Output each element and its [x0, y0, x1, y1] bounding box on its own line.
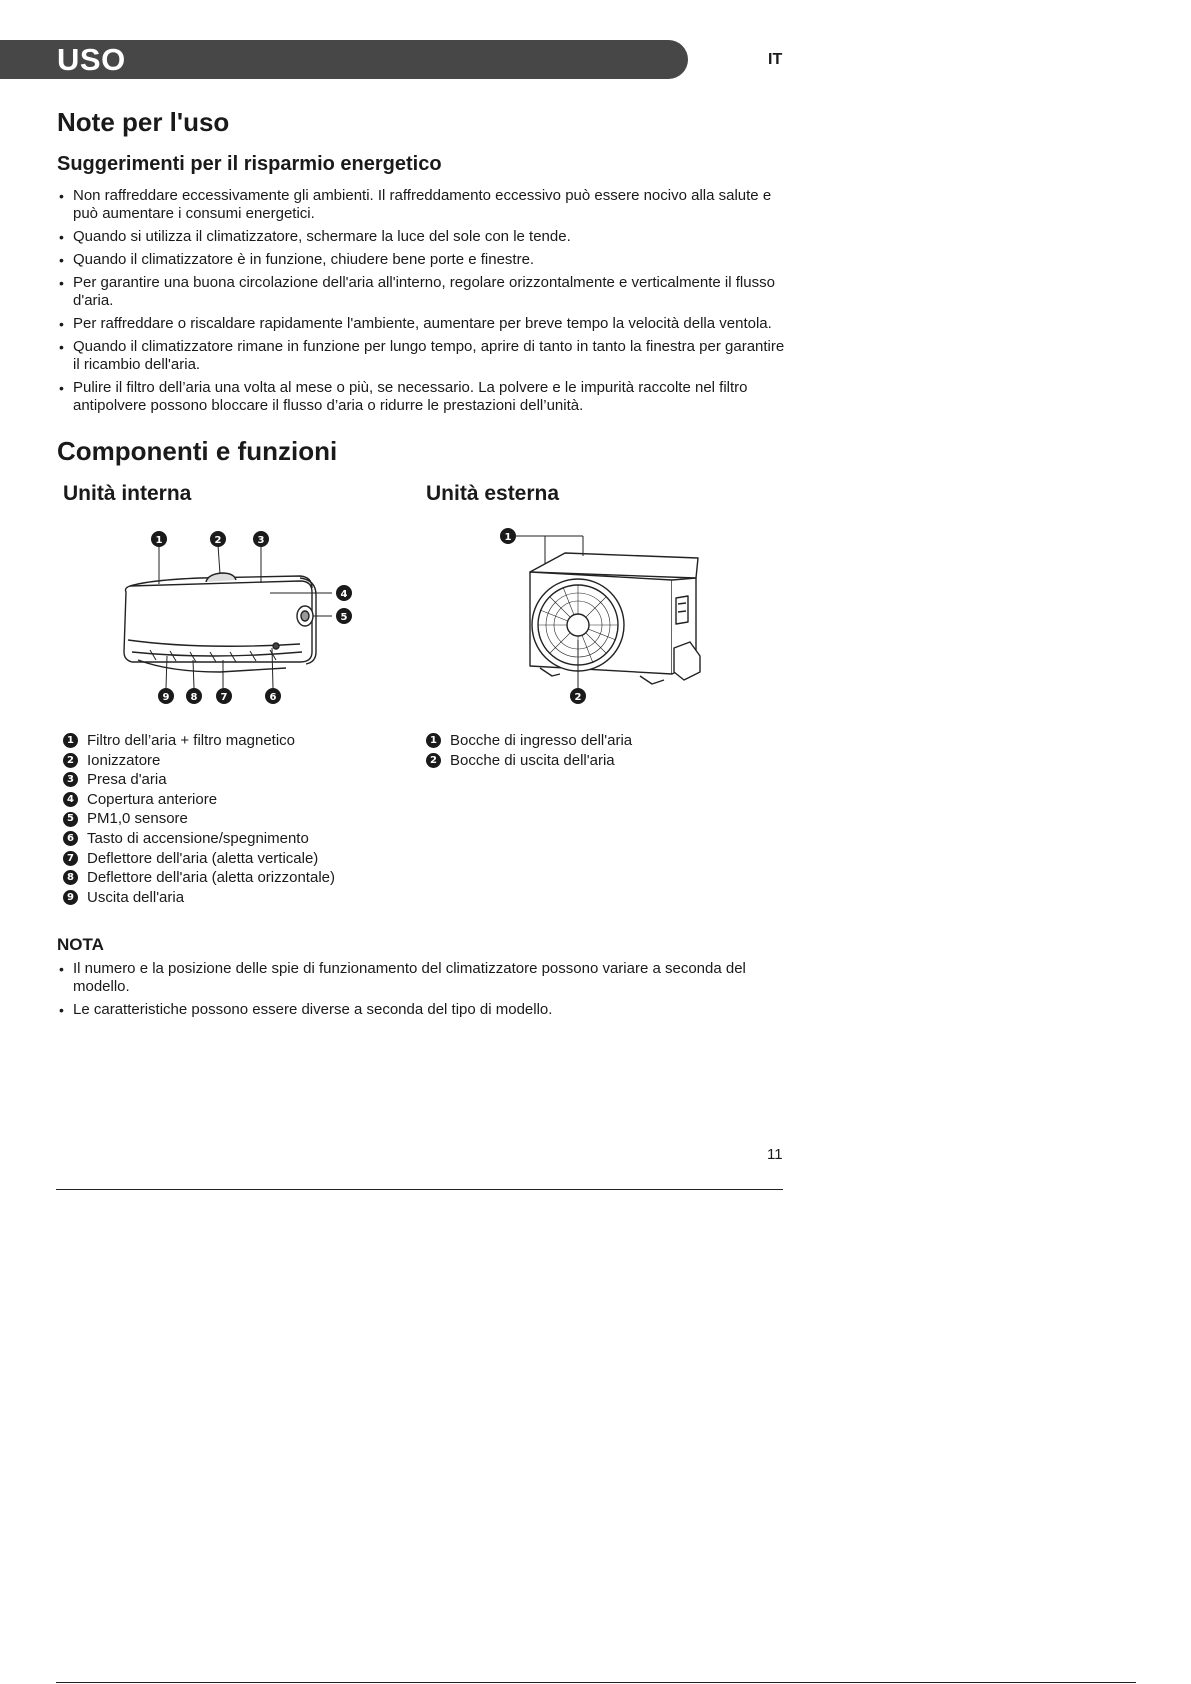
legend-number: 4: [63, 792, 78, 807]
list-item: • Quando il climatizzatore rimane in funzione per lungo tempo, aprire di tanto in tanto la finestra per garantire il ricambio dell'aria.: [57, 338, 787, 374]
legend-item: [426, 751, 632, 771]
callout-number: 2: [574, 692, 582, 703]
legend-number: 7: [63, 851, 78, 866]
legend-label: Deflettore dell'aria (aletta orizzontale): [87, 869, 335, 887]
outdoor-unit-title: Unità esterna: [426, 482, 560, 505]
legend-item: [63, 849, 335, 869]
page-number: 11: [767, 1146, 783, 1163]
list-item: • Per raffreddare o riscaldare rapidamente l'ambiente, aumentare per breve tempo la velocità della ventola.: [57, 315, 787, 333]
section-title: USO: [57, 42, 126, 77]
outdoor-unit-illustration: [530, 553, 700, 684]
legend-label: Filtro dell’aria + filtro magnetico: [87, 732, 296, 749]
indoor-callout-8: [186, 688, 202, 704]
legend-number: 5: [63, 812, 78, 827]
legend-label: Bocche di uscita dell'aria: [450, 751, 615, 769]
legend-number: 9: [63, 890, 78, 905]
indoor-callout-6: [265, 688, 281, 704]
list-item: • Non raffreddare eccessivamente gli ambienti. Il raffreddamento eccessivo può essere nocivo alla salute e può aumentare i consumi energetici.: [57, 187, 787, 223]
language-code: IT: [768, 51, 783, 68]
legend-item: [63, 790, 335, 810]
legend-item: [63, 809, 335, 829]
indoor-callout-5: [336, 608, 352, 624]
legend-item: [63, 731, 335, 751]
legend-number: 8: [63, 870, 78, 885]
energy-tips-title: Suggerimenti per il risparmio energetico: [57, 153, 442, 175]
legend-item: [426, 731, 632, 751]
legend-label: Copertura anteriore: [87, 790, 218, 808]
legend-number: 1: [63, 733, 78, 748]
legend-item: [63, 751, 335, 771]
callout-number: 9: [162, 692, 170, 703]
callout-number: 4: [340, 589, 348, 600]
legend-label: Presa d'aria: [87, 771, 167, 789]
indoor-callout-3: [253, 531, 269, 547]
outdoor-callout-1: [500, 528, 516, 544]
legend-label: Deflettore dell'aria (aletta verticale): [87, 849, 319, 867]
indoor-unit-title: Unità interna: [63, 482, 192, 505]
callout-number: 5: [340, 612, 348, 623]
bottom-divider: [56, 1682, 1136, 1683]
callout-number: 6: [269, 692, 277, 703]
list-item: • Le caratteristiche possono essere diverse a seconda del tipo di modello.: [57, 1001, 787, 1019]
legend-label: Tasto di accensione/spegnimento: [87, 829, 309, 847]
units-diagram: [0, 0, 1191, 720]
list-item: • Il numero e la posizione delle spie di funzionamento del climatizzatore possono variare a seconda del modello.: [57, 960, 787, 996]
legend-number: 1: [426, 733, 441, 748]
legend-label: Ionizzatore: [87, 751, 161, 769]
indoor-unit-illustration: [124, 573, 316, 672]
indoor-callout-2: [210, 531, 226, 547]
components-title: Componenti e funzioni: [57, 436, 338, 466]
legend-label: Uscita dell'aria: [87, 888, 185, 906]
list-item: • Per garantire una buona circolazione dell'aria all'interno, regolare orizzontalmente e verticalmente il flusso d'aria.: [57, 274, 787, 310]
legend-item: [63, 770, 335, 790]
indoor-callout-4: [336, 585, 352, 601]
list-item: • Quando si utilizza il climatizzatore, schermare la luce del sole con le tende.: [57, 228, 787, 246]
callout-number: 3: [257, 535, 265, 546]
list-item: • Pulire il filtro dell’aria una volta al mese o più, se necessario. La polvere e le impurità raccolte nel filtro antipolvere possono bloccare il flusso d’aria o ridurre le prestazioni dell’unità.: [57, 379, 787, 415]
legend-number: 2: [63, 753, 78, 768]
indoor-callout-1: [151, 531, 167, 547]
indoor-parts-legend: [63, 731, 335, 907]
list-item: • Quando il climatizzatore è in funzione, chiudere bene porte e finestre.: [57, 251, 787, 269]
callout-number: 1: [504, 532, 512, 543]
legend-item: [63, 868, 335, 888]
note-title: NOTA: [57, 935, 104, 954]
callout-number: 7: [220, 692, 228, 703]
footer-divider: [56, 1189, 783, 1190]
callout-number: 2: [214, 535, 222, 546]
outdoor-callout-2: [570, 688, 586, 704]
usage-notes-title: Note per l'uso: [57, 107, 230, 137]
callout-number: 8: [190, 692, 198, 703]
callout-number: 1: [155, 535, 163, 546]
indoor-callout-9: [158, 688, 174, 704]
legend-number: 6: [63, 831, 78, 846]
legend-item: [63, 829, 335, 849]
legend-item: [63, 888, 335, 908]
legend-number: 3: [63, 772, 78, 787]
outdoor-parts-legend: [426, 731, 632, 770]
indoor-callout-7: [216, 688, 232, 704]
legend-label: Bocche di ingresso dell'aria: [450, 732, 633, 749]
legend-label: PM1,0 sensore: [87, 810, 188, 828]
note-list: [57, 960, 787, 1024]
legend-number: 2: [426, 753, 441, 768]
